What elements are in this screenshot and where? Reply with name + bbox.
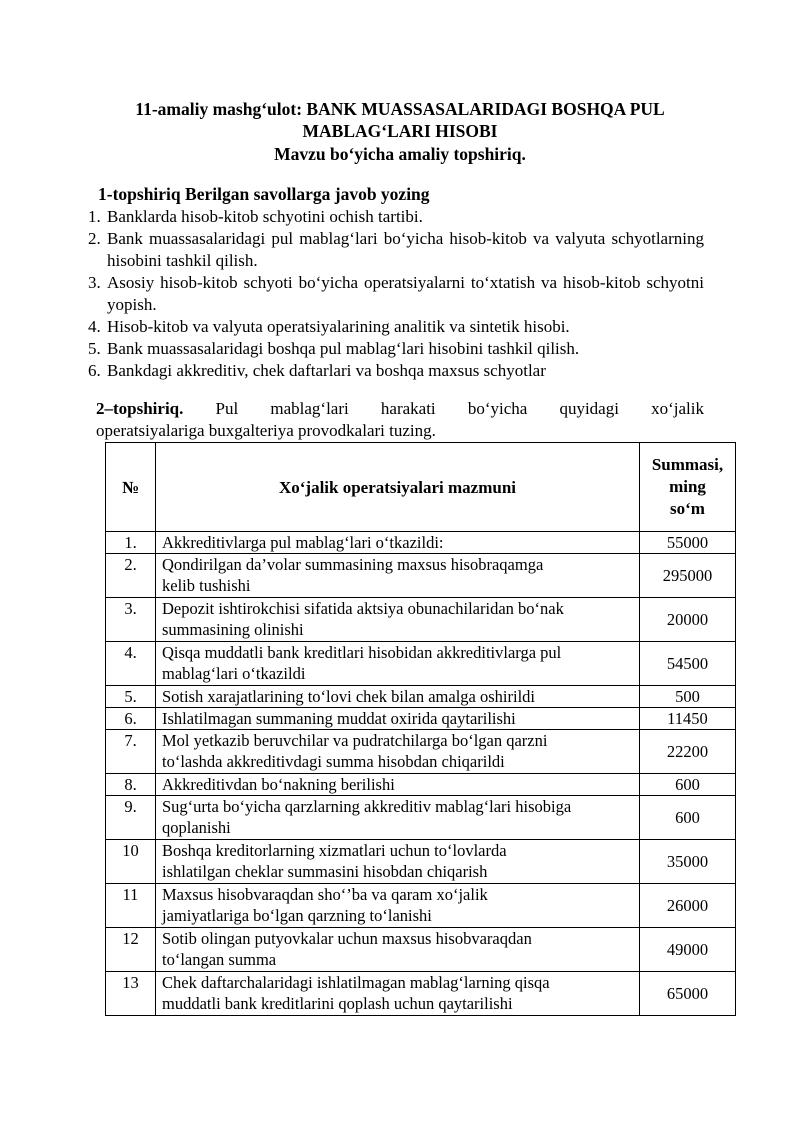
row-sum: 35000 — [640, 840, 736, 884]
task1-question-list — [88, 206, 704, 382]
row-description-line: to‘langan summa — [162, 950, 277, 969]
row-description-line: Qisqa muddatli bank kreditlari hisobidan akkreditivlarga pul — [162, 643, 562, 662]
row-description-line: Akkreditivlarga pul mablag‘lari o‘tkazildi: — [162, 533, 444, 552]
header-sum — [640, 443, 736, 532]
row-number: 8. — [106, 774, 156, 796]
row-sum: 295000 — [640, 554, 736, 598]
row-description-line: Depozit ishtirokchisi sifatida aktsiya obunachilaridan bo‘nak — [162, 599, 564, 618]
row-sum: 26000 — [640, 884, 736, 928]
question-text: Bankdagi akkreditiv, chek daftarlari va boshqa maxsus schyotlar — [107, 361, 546, 380]
row-description-line: Akkreditivdan bo‘nakning berilishi — [162, 775, 395, 794]
task2-word: quyidagi — [559, 399, 619, 418]
row-description-line: Chek daftarchalaridagi ishlatilmagan mablag‘larning qisqa — [162, 973, 550, 992]
row-description-line: Qondirilgan da’volar summasining maxsus hisobraqamga — [162, 555, 544, 574]
table-row — [106, 796, 736, 840]
row-description-line: kelib tushishi — [162, 576, 251, 595]
row-description-line: summasining olinishi — [162, 620, 304, 639]
task2-line2: operatsiyalariga buxgalteriya provodkalari tuzing. — [96, 421, 436, 440]
question-number: 3. — [88, 273, 101, 292]
question-number: 4. — [88, 317, 101, 336]
row-description — [156, 686, 640, 708]
table-row — [106, 840, 736, 884]
task2-word: xo‘jalik — [651, 399, 704, 418]
table-header-row — [106, 443, 736, 532]
row-number: 11 — [106, 884, 156, 928]
table-row — [106, 686, 736, 708]
table-row — [106, 532, 736, 554]
header-description: Xo‘jalik operatsiyalari mazmuni — [156, 443, 640, 532]
question-item — [88, 338, 704, 360]
question-number: 6. — [88, 361, 101, 380]
question-item — [88, 206, 704, 228]
table-row — [106, 774, 736, 796]
question-item — [88, 272, 704, 316]
row-number: 4. — [106, 642, 156, 686]
header-sum-line: ming — [669, 477, 706, 496]
row-description — [156, 642, 640, 686]
row-description-line: to‘lashda akkreditivdagi summa hisobdan chiqarildi — [162, 752, 505, 771]
row-description — [156, 532, 640, 554]
table-row — [106, 708, 736, 730]
row-description-line: mablag‘lari o‘tkazildi — [162, 664, 306, 683]
page-title-line2: MABLAG‘LARI HISOBI — [302, 121, 498, 141]
row-description — [156, 928, 640, 972]
row-description-line: qoplanishi — [162, 818, 231, 837]
question-text: Banklarda hisob-kitob schyotini ochish tartibi. — [107, 207, 423, 226]
row-sum: 22200 — [640, 730, 736, 774]
task2-word: bo‘yicha — [467, 399, 528, 418]
row-description — [156, 598, 640, 642]
task2-instruction — [96, 398, 704, 442]
row-description — [156, 972, 640, 1016]
page-subtitle: Mavzu bo‘yicha amaliy topshiriq. — [274, 144, 526, 164]
row-description — [156, 730, 640, 774]
row-description — [156, 884, 640, 928]
row-number: 3. — [106, 598, 156, 642]
row-sum: 54500 — [640, 642, 736, 686]
question-text: Bank muassasalaridagi boshqa pul mablag‘lari hisobini tashkil qilish. — [107, 339, 580, 358]
row-description-line: Mol yetkazib beruvchilar va pudratchilarga bo‘lgan qarzni — [162, 731, 548, 750]
question-text: Hisob-kitob va valyuta operatsiyalarining analitik va sintetik hisobi. — [107, 317, 570, 336]
row-number: 10 — [106, 840, 156, 884]
table-row — [106, 884, 736, 928]
question-number: 2. — [88, 229, 101, 248]
row-description-line: Boshqa kreditorlarning xizmatlari uchun to‘lovlarda — [162, 841, 507, 860]
row-description — [156, 554, 640, 598]
question-item — [88, 360, 704, 382]
page-title-line1: 11-amaliy mashg‘ulot: BANK MUASSASALARIDAGI BOSHQA PUL — [135, 99, 665, 119]
row-description-line: jamiyatlariga bo‘lgan qarzning to‘lanishi — [162, 906, 432, 925]
header-number: № — [106, 443, 156, 532]
row-number: 1. — [106, 532, 156, 554]
row-sum: 55000 — [640, 532, 736, 554]
table-row — [106, 972, 736, 1016]
question-item — [88, 228, 704, 272]
header-sum-line: Summasi, — [651, 455, 724, 474]
task2-word: harakati — [380, 399, 436, 418]
table-row — [106, 642, 736, 686]
row-description — [156, 774, 640, 796]
task2-word: mablag‘lari — [270, 399, 349, 418]
row-description-line: Maxsus hisobvaraqdan sho‘’ba va qaram xo‘jalik — [162, 885, 488, 904]
row-sum: 600 — [640, 796, 736, 840]
row-sum: 500 — [640, 686, 736, 708]
task2-label: 2–topshiriq. — [96, 399, 184, 418]
question-number: 5. — [88, 339, 101, 358]
row-number: 6. — [106, 708, 156, 730]
row-sum: 600 — [640, 774, 736, 796]
row-sum: 65000 — [640, 972, 736, 1016]
table-row — [106, 598, 736, 642]
row-sum: 49000 — [640, 928, 736, 972]
row-description-line: Sotib olingan putyovkalar uchun maxsus hisobvaraqdan — [162, 929, 532, 948]
table-row — [106, 554, 736, 598]
row-description-line: Sotish xarajatlarining to‘lovi chek bilan amalga oshirildi — [162, 687, 535, 706]
question-item — [88, 316, 704, 338]
question-number: 1. — [88, 207, 101, 226]
row-description-line: ishlatilgan cheklar summasini hisobdan chiqarish — [162, 862, 488, 881]
row-number: 2. — [106, 554, 156, 598]
row-number: 5. — [106, 686, 156, 708]
table-row — [106, 730, 736, 774]
row-description-line: Sug‘urta bo‘yicha qarzlarning akkreditiv mablag‘lari hisobiga — [162, 797, 572, 816]
row-description-line: muddatli bank kreditlarini qoplash uchun qaytarilishi — [162, 994, 513, 1013]
row-description — [156, 708, 640, 730]
row-number: 9. — [106, 796, 156, 840]
row-number: 13 — [106, 972, 156, 1016]
row-description-line: Ishlatilmagan summaning muddat oxirida qaytarilishi — [162, 709, 516, 728]
row-description — [156, 840, 640, 884]
row-sum: 20000 — [640, 598, 736, 642]
row-number: 7. — [106, 730, 156, 774]
operations-table — [105, 442, 736, 1016]
task2-word: Pul — [215, 399, 239, 418]
question-text: Bank muassasalaridagi pul mablag‘lari bo‘yicha hisob-kitob va valyuta schyotlarning hisobini tashkil qilish. — [107, 229, 704, 270]
row-description — [156, 796, 640, 840]
header-sum-line: so‘m — [670, 499, 705, 518]
row-sum: 11450 — [640, 708, 736, 730]
table-row — [106, 928, 736, 972]
row-number: 12 — [106, 928, 156, 972]
task1-heading: 1-topshiriq Berilgan savollarga javob yozing — [98, 184, 430, 204]
question-text: Asosiy hisob-kitob schyoti bo‘yicha operatsiyalarni to‘xtatish va hisob-kitob schyotni yopish. — [107, 273, 704, 314]
